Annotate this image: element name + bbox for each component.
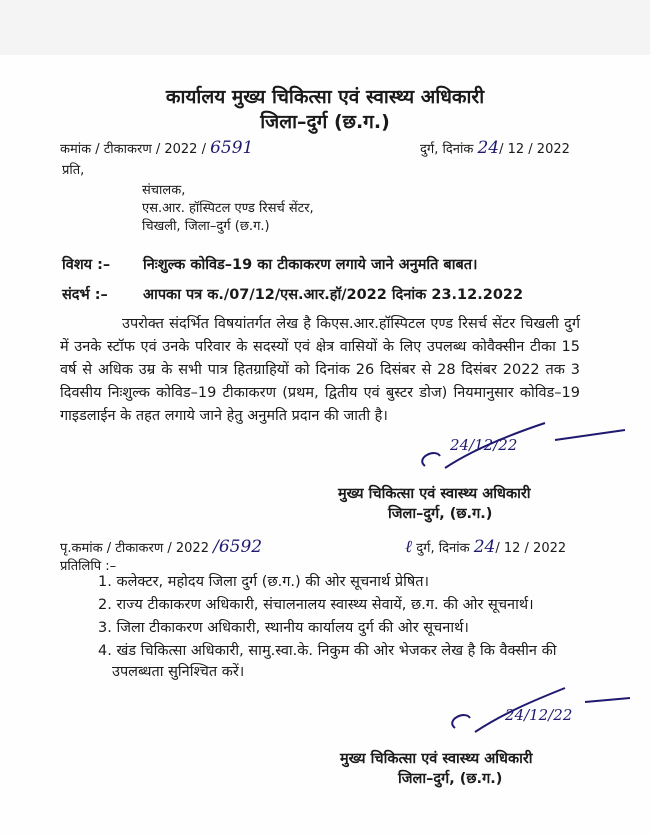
copy-reference-number	[60, 537, 262, 557]
recipient-line-2: एस.आर. हॉस्पिटल एण्ड रिसर्च सेंटर,	[142, 201, 314, 216]
subject-label: विशय :–	[62, 257, 111, 273]
body-paragraph-text: उपरोक्त संदर्भित विषयांतर्गत लेख है किएस.आर.हॉस्पिटल एण्ड रिसर्च सेंटर चिखली दुर्ग में उनके स्टॉफ एवं उनके परिवार के सदस्यों एवं क्षेत्र वासियों के लिए उपलब्ध कोवैक्सीन टीका 15 वर्ष से अधिक उम्र के सभी पात्र हितग्राहियों को दिनांक 26 दिसंबर से 28 दिसंबर 2022 तक 3 दिवसीय निःशुल्क कोविड–19 टीकाकरण (प्रथम, द्वितीय एवं बुस्टर डोज) नियमानुसार कोविड–19 गाइडलाईन के तहत लगाये जाने हेतु अनुमति प्रदान की जाती है।	[60, 316, 580, 424]
body-paragraph	[60, 313, 580, 428]
copy-date-prefix: दुर्ग, दिनांक	[416, 541, 470, 556]
viewer-top-bar	[0, 0, 650, 55]
subject-text: निःशुल्क कोविड–19 का टीकाकरण लगाये जाने अनुमति बाबत।	[143, 257, 478, 273]
sandarbh-text: आपका पत्र क./07/12/एस.आर.हॉ/2022 दिनांक 23.12.2022	[143, 287, 524, 303]
letterhead-district: जिला–दुर्ग (छ.ग.)	[260, 111, 390, 133]
reference-number-prefix: कमांक / टीकाकरण / 2022 /	[60, 142, 206, 157]
copy-list-item: 1. कलेक्टर, महोदय जिला दुर्ग (छ.ग.) की ओर सूचनार्थ प्रेषित।	[98, 574, 429, 590]
copy-list-item: 4. खंड चिकित्सा अधिकारी, सामु.स्वा.के. निकुम की ओर भेजकर लेख है कि वैक्सीन की उपलब्धता सुनिश्चित करें।	[98, 643, 557, 680]
copy-date-day: 24	[473, 537, 496, 557]
reference-date-suffix: / 12 / 2022	[499, 142, 570, 157]
letterhead-office: कार्यालय मुख्य चिकित्सा एवं स्वास्थ्य अधिकारी	[165, 86, 485, 108]
reference-date	[420, 138, 570, 158]
sandarbh-label: संदर्भ :–	[62, 287, 108, 303]
copy-reference-date	[405, 537, 566, 557]
signature-1-district: जिला–दुर्ग, (छ.ग.)	[388, 506, 493, 522]
pratilipi-label: प्रतिलिपि :–	[60, 559, 117, 574]
copy-list-item: 3. जिला टीकाकरण अधिकारी, स्थानीय कार्यालय दुर्ग की ओर सूचनार्थ।	[98, 620, 469, 636]
signature-2-district: जिला–दुर्ग, (छ.ग.)	[398, 771, 503, 787]
signature-1-date: 24/12/22	[450, 436, 518, 454]
signature-2-date: 24/12/22	[505, 706, 573, 724]
copy-list	[98, 572, 578, 683]
reference-date-prefix: दुर्ग, दिनांक	[420, 142, 474, 157]
recipient-line-1: संचालक,	[142, 183, 186, 198]
initial-mark-icon: ℓ	[405, 537, 413, 557]
copy-list-item: 2. राज्य टीकाकरण अधिकारी, संचालनालय स्वास्थ्य सेवायें, छ.ग. की ओर सूचनार्थ।	[98, 597, 534, 613]
copy-number-handwritten: /6592	[213, 537, 263, 557]
signature-2-designation: मुख्य चिकित्सा एवं स्वास्थ्य अधिकारी	[340, 751, 533, 767]
signature-1-designation: मुख्य चिकित्सा एवं स्वास्थ्य अधिकारी	[338, 486, 531, 502]
prati-label: प्रति,	[62, 163, 85, 178]
copy-number-prefix: पृ.कमांक / टीकाकरण / 2022	[60, 541, 209, 556]
copy-date-suffix: / 12 / 2022	[495, 541, 567, 556]
reference-date-day: 24	[477, 138, 500, 158]
reference-number	[60, 138, 253, 158]
reference-number-handwritten: 6591	[210, 138, 254, 158]
recipient-line-3: चिखली, जिला–दुर्ग (छ.ग.)	[142, 219, 270, 234]
